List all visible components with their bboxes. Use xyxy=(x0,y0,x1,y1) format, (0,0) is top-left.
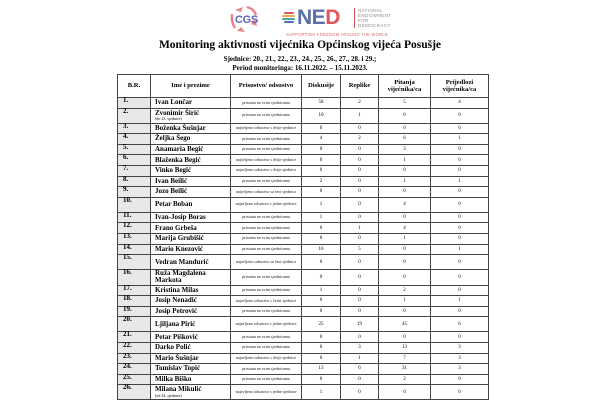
diskusije-cell: 16 xyxy=(302,244,341,255)
replike-cell: 2 xyxy=(341,134,379,145)
diskusije-cell: 4 xyxy=(302,134,341,145)
prijedlozi-cell: 0 xyxy=(431,165,489,176)
attendance-cell: prisutna na svim sjednicama xyxy=(231,270,302,285)
cgs-logo-text: CGS xyxy=(235,14,258,26)
member-name-cell xyxy=(151,223,231,234)
diskusije-cell: 0 xyxy=(302,255,341,270)
ned-letter-d: D xyxy=(325,6,340,29)
page-title: Monitoring aktivnosti vijećnika Općinskog vijeća Posušje xyxy=(158,39,442,51)
member-name: Petar Pišković xyxy=(155,332,198,341)
replike-cell: 0 xyxy=(341,296,379,307)
member-name-cell xyxy=(151,342,231,353)
prijedlozi-cell: 6 xyxy=(431,317,489,332)
table-row xyxy=(118,364,489,375)
ned-logo xyxy=(280,6,420,40)
prijedlozi-cell: 0 xyxy=(431,374,489,385)
ned-wordmark xyxy=(297,7,340,29)
member-name-cell xyxy=(151,296,231,307)
pitanja-cell: 3 xyxy=(379,144,431,155)
pitanja-cell: 31 xyxy=(379,364,431,375)
table-header-row xyxy=(118,75,489,98)
diskusije-cell: 0 xyxy=(302,374,341,385)
member-name-cell xyxy=(151,374,231,385)
prijedlozi-cell: 1 xyxy=(431,244,489,255)
member-name: Ivan Lončar xyxy=(155,98,193,107)
member-name-cell xyxy=(151,123,231,134)
pitanja-cell: 0 xyxy=(379,187,431,198)
diskusije-cell: 1 xyxy=(302,285,341,296)
member-name: Milana Mikulić xyxy=(155,385,202,394)
row-number: 11. xyxy=(118,212,151,223)
prijedlozi-cell: 0 xyxy=(431,144,489,155)
replike-cell: 1 xyxy=(341,223,379,234)
attendance-cell: najavljeno odsustvo s četiri sjednice xyxy=(231,296,302,307)
attendance-cell: prisutan na svim sjednicama xyxy=(231,342,302,353)
table-row xyxy=(118,332,489,343)
table-row xyxy=(118,134,489,145)
table-row xyxy=(118,233,489,244)
row-number: 13. xyxy=(118,233,151,244)
attendance-cell: najavljeno odsustvo s dvije sjednice xyxy=(231,123,302,134)
member-name: Željka Šego xyxy=(155,134,191,143)
row-number: 25. xyxy=(118,374,151,385)
replike-cell: 1 xyxy=(341,108,379,123)
member-note: (od 24. sjednice) xyxy=(155,392,182,398)
replike-cell: 0 xyxy=(341,187,379,198)
member-name-cell xyxy=(151,134,231,145)
member-name: Ivan Beilić xyxy=(155,176,188,185)
attendance-cell: najavljeno odsustvo s jedne sjednice xyxy=(231,197,302,212)
replike-cell: 0 xyxy=(341,155,379,166)
table-row xyxy=(118,296,489,307)
member-name: Petar Boban xyxy=(155,200,193,209)
member-name-cell xyxy=(151,108,231,123)
replike-cell: 0 xyxy=(341,144,379,155)
table-row xyxy=(118,123,489,134)
prijedlozi-cell: 0 xyxy=(431,306,489,317)
attendance-cell: prisutan na svim sjednicama xyxy=(231,212,302,223)
replike-cell: 0 xyxy=(341,176,379,187)
ned-tagline: SUPPORTING FREEDOM AROUND THE WORLD xyxy=(286,32,389,37)
table-body xyxy=(118,98,489,400)
member-name: Mario Šušnjar xyxy=(155,353,199,362)
prijedlozi-cell: 0 xyxy=(431,108,489,123)
replike-cell: 0 xyxy=(341,212,379,223)
prijedlozi-cell: 0 xyxy=(431,187,489,198)
row-number: 23. xyxy=(118,353,151,364)
member-name: Blaženka Begić xyxy=(155,155,201,164)
attendance-cell: najavljeno odsustvo s dvije sjednice xyxy=(231,165,302,176)
table-row xyxy=(118,144,489,155)
member-name: Boženka Šušnjar xyxy=(155,123,206,132)
replike-cell: 3 xyxy=(341,342,379,353)
row-number: 24. xyxy=(118,364,151,375)
replike-cell: 0 xyxy=(341,332,379,343)
row-number: 4. xyxy=(118,134,151,145)
prijedlozi-cell: 0 xyxy=(431,212,489,223)
table-row xyxy=(118,306,489,317)
member-name-cell xyxy=(151,285,231,296)
prijedlozi-cell: 3 xyxy=(431,364,489,375)
diskusije-cell: 0 xyxy=(302,165,341,176)
member-name: Kristina Milas xyxy=(155,285,199,294)
member-name-cell xyxy=(151,212,231,223)
pitanja-cell: 2 xyxy=(379,285,431,296)
column-header-name: Ime i prezime xyxy=(151,75,231,98)
table-row xyxy=(118,285,489,296)
pitanja-cell: 1 xyxy=(379,296,431,307)
prijedlozi-cell: 1 xyxy=(431,296,489,307)
attendance-cell: prisutan na svim sjednicama xyxy=(231,223,302,234)
row-number: 16. xyxy=(118,270,151,285)
member-name: Ruža Magdalena Markota xyxy=(155,269,206,285)
pitanja-cell: 45 xyxy=(379,317,431,332)
row-number: 17. xyxy=(118,285,151,296)
replike-cell: 1 xyxy=(341,353,379,364)
member-name-cell xyxy=(151,317,231,332)
member-name: Ljiljana Pirić xyxy=(155,319,196,328)
member-name: Vinko Begić xyxy=(155,166,192,175)
table-row xyxy=(118,353,489,364)
member-name-cell xyxy=(151,364,231,375)
diskusije-cell: 0 xyxy=(302,332,341,343)
replike-cell: 0 xyxy=(341,123,379,134)
member-name-cell xyxy=(151,270,231,285)
row-number: 1. xyxy=(118,98,151,109)
table-row xyxy=(118,108,489,123)
table-row xyxy=(118,98,489,109)
attendance-cell: prisutan na svim sjednicama xyxy=(231,332,302,343)
pitanja-cell: 0 xyxy=(379,255,431,270)
table-row xyxy=(118,223,489,234)
member-name: Jozo Beilić xyxy=(155,187,188,196)
logo-bar xyxy=(0,2,600,40)
table-row xyxy=(118,212,489,223)
table-row xyxy=(118,374,489,385)
attendance-cell: prisutan na svim sjednicama xyxy=(231,244,302,255)
row-number: 12. xyxy=(118,223,151,234)
member-name-cell xyxy=(151,306,231,317)
diskusije-cell: 58 xyxy=(302,98,341,109)
member-name: Darko Polić xyxy=(155,343,191,352)
pitanja-cell: 0 xyxy=(379,385,431,400)
member-name-cell xyxy=(151,176,231,187)
diskusije-cell: 13 xyxy=(302,364,341,375)
member-name: Josip Nenadić xyxy=(155,296,197,305)
member-name: Marija Grubišić xyxy=(155,234,204,243)
table-row xyxy=(118,317,489,332)
row-number: 9. xyxy=(118,187,151,198)
row-number: 7. xyxy=(118,165,151,176)
prijedlozi-cell: 0 xyxy=(431,223,489,234)
ned-name-line: NATIONAL xyxy=(358,8,384,13)
monitoring-table xyxy=(117,74,489,400)
attendance-cell: prisutan na svim sjednicama xyxy=(231,176,302,187)
table-row xyxy=(118,187,489,198)
pitanja-cell: 0 xyxy=(379,306,431,317)
member-name: Anamaria Begić xyxy=(155,144,204,153)
period-line: Period monitoringa: 16.11.2022. – 15.11.2023. xyxy=(232,64,368,72)
member-name-cell xyxy=(151,332,231,343)
prijedlozi-cell: 0 xyxy=(431,197,489,212)
prijedlozi-cell: 4 xyxy=(431,98,489,109)
diskusije-cell: 25 xyxy=(302,317,341,332)
replike-cell: 0 xyxy=(341,233,379,244)
pitanja-cell: 0 xyxy=(379,123,431,134)
prijedlozi-cell: 3 xyxy=(431,353,489,364)
cgs-logo xyxy=(229,4,271,36)
diskusije-cell: 10 xyxy=(302,108,341,123)
row-number: 22. xyxy=(118,342,151,353)
member-name: Frano Grbeša xyxy=(155,223,197,232)
member-name: Zvonimir Širić xyxy=(155,108,200,117)
diskusije-cell: 6 xyxy=(302,342,341,353)
diskusije-cell: 0 xyxy=(302,144,341,155)
prijedlozi-cell: 1 xyxy=(431,134,489,145)
diskusije-cell: 6 xyxy=(302,353,341,364)
attendance-cell: prisutna na svim sjednicama xyxy=(231,134,302,145)
pitanja-cell: 1 xyxy=(379,176,431,187)
row-number: 20. xyxy=(118,317,151,332)
pitanja-cell: 2 xyxy=(379,374,431,385)
replike-cell: 19 xyxy=(341,317,379,332)
member-name-cell xyxy=(151,187,231,198)
row-number: 15. xyxy=(118,255,151,270)
pitanja-cell: 5 xyxy=(379,98,431,109)
member-name-cell xyxy=(151,98,231,109)
member-name-cell xyxy=(151,255,231,270)
diskusije-cell: 0 xyxy=(302,296,341,307)
column-header-diskusije: Diskusije xyxy=(302,75,341,98)
member-name-cell xyxy=(151,353,231,364)
pitanja-cell: 0 xyxy=(379,212,431,223)
prijedlozi-cell: 0 xyxy=(431,255,489,270)
pitanja-cell: 1 xyxy=(379,233,431,244)
attendance-cell: najavljeno odsustvo sa šest sjednica xyxy=(231,187,302,198)
replike-cell: 0 xyxy=(341,270,379,285)
pitanja-cell: 0 xyxy=(379,270,431,285)
attendance-cell: prisutna na svim sjednicama xyxy=(231,285,302,296)
attendance-cell: prisutna na svim sjednicama xyxy=(231,144,302,155)
diskusije-cell: 0 xyxy=(302,233,341,244)
pitanja-cell: 6 xyxy=(379,134,431,145)
row-number: 6. xyxy=(118,155,151,166)
ned-name-line: DEMOCRACY xyxy=(358,23,391,28)
member-name-cell xyxy=(151,144,231,155)
attendance-cell: prisutan na svim sjednicama xyxy=(231,364,302,375)
diskusije-cell: 0 xyxy=(302,155,341,166)
sessions-line: Sjednice: 20., 21., 22., 23., 24., 25., 26., 27., 28. i 29.; xyxy=(223,55,377,63)
attendance-cell: najavljeno odsustvo s dvije sjednice xyxy=(231,155,302,166)
prijedlozi-cell: 0 xyxy=(431,270,489,285)
row-number: 14. xyxy=(118,244,151,255)
column-header-replike: Replike xyxy=(341,75,379,98)
member-name-cell xyxy=(151,233,231,244)
column-header-attendance: Prisustvo/ odsustvo xyxy=(231,75,302,98)
replike-cell: 0 xyxy=(341,385,379,400)
replike-cell: 2 xyxy=(341,98,379,109)
member-name: Tomislav Topić xyxy=(155,364,201,373)
column-header-pitanja: Pitanja vijećnika/ca xyxy=(379,75,431,98)
diskusije-cell: 0 xyxy=(302,306,341,317)
attendance-cell: najavljeno odsustvo s jedne sjednice xyxy=(231,385,302,400)
row-number: 5. xyxy=(118,144,151,155)
pitanja-cell: 0 xyxy=(379,332,431,343)
attendance-cell: najavljeno odsustvo s jedne sjednice xyxy=(231,317,302,332)
attendance-cell: prisutna na svim sjednicama xyxy=(231,374,302,385)
table-row xyxy=(118,255,489,270)
member-name-cell xyxy=(151,385,231,400)
attendance-cell: najavljeno odsustvo sa šest sjednica xyxy=(231,255,302,270)
pitanja-cell: 0 xyxy=(379,108,431,123)
column-header-prijedlozi: Prijedlozi vijećnika/ca xyxy=(431,75,489,98)
table-row xyxy=(118,385,489,400)
prijedlozi-cell: 1 xyxy=(431,176,489,187)
member-name-cell xyxy=(151,155,231,166)
table-row xyxy=(118,176,489,187)
prijedlozi-cell: 0 xyxy=(431,233,489,244)
row-number: 21. xyxy=(118,332,151,343)
row-number: 18. xyxy=(118,296,151,307)
table-row xyxy=(118,165,489,176)
member-name: Ivan-Josip Boras xyxy=(155,212,206,221)
prijedlozi-cell: 0 xyxy=(431,285,489,296)
column-header-br: B.R. xyxy=(118,75,151,98)
prijedlozi-cell: 0 xyxy=(431,155,489,166)
attendance-cell: prisutan na svim sjednicama xyxy=(231,98,302,109)
diskusije-cell: 0 xyxy=(302,270,341,285)
diskusije-cell: 1 xyxy=(302,385,341,400)
member-name: Vedran Mandurić xyxy=(155,257,209,266)
diskusije-cell: 1 xyxy=(302,197,341,212)
diskusije-cell: 0 xyxy=(302,187,341,198)
diskusije-cell: 2 xyxy=(302,176,341,187)
table-row xyxy=(118,270,489,285)
prijedlozi-cell: 0 xyxy=(431,123,489,134)
replike-cell: 0 xyxy=(341,165,379,176)
member-note: (do 23. sjednice) xyxy=(155,115,182,121)
pitanja-cell: 4 xyxy=(379,197,431,212)
row-number: 26. xyxy=(118,385,151,400)
member-name-cell xyxy=(151,244,231,255)
replike-cell: 5 xyxy=(341,244,379,255)
globe-icon xyxy=(282,11,296,25)
ned-name-line: FOR xyxy=(358,18,369,23)
row-number: 8. xyxy=(118,176,151,187)
attendance-cell: najavljeno odsustvo s dvije sjednice xyxy=(231,353,302,364)
attendance-cell: prisutan na svim sjednicama xyxy=(231,108,302,123)
pitanja-cell: 4 xyxy=(379,223,431,234)
member-name: Mario Knezović xyxy=(155,244,204,253)
row-number: 2. xyxy=(118,108,151,123)
prijedlozi-cell: 0 xyxy=(431,332,489,343)
diskusije-cell: 1 xyxy=(302,212,341,223)
row-number: 10. xyxy=(118,197,151,212)
member-name: Josip Petrović xyxy=(155,306,198,315)
pitanja-cell: 7 xyxy=(379,353,431,364)
member-name-cell xyxy=(151,197,231,212)
row-number: 3. xyxy=(118,123,151,134)
replike-cell: 0 xyxy=(341,306,379,317)
member-name: Milka Biško xyxy=(155,374,192,383)
attendance-cell: prisutan na svim sjednicama xyxy=(231,306,302,317)
ned-logo-text xyxy=(297,6,340,29)
pitanja-cell: 0 xyxy=(379,244,431,255)
member-name-cell xyxy=(151,165,231,176)
replike-cell: 6 xyxy=(341,364,379,375)
prijedlozi-cell: 3 xyxy=(431,342,489,353)
diskusije-cell: 0 xyxy=(302,223,341,234)
prijedlozi-cell: 0 xyxy=(431,385,489,400)
table-row xyxy=(118,197,489,212)
ned-divider xyxy=(354,8,355,28)
pitanja-cell: 0 xyxy=(379,165,431,176)
pitanja-cell: 1 xyxy=(379,155,431,166)
ned-full-name xyxy=(358,8,391,28)
table-row xyxy=(118,244,489,255)
ned-name-line: ENDOWMENT xyxy=(358,13,392,18)
replike-cell: 0 xyxy=(341,255,379,270)
table-row xyxy=(118,155,489,166)
replike-cell: 0 xyxy=(341,197,379,212)
ned-letters: NE xyxy=(297,6,326,29)
row-number: 19. xyxy=(118,306,151,317)
attendance-cell: prisutna na svim sjednicama xyxy=(231,233,302,244)
replike-cell: 0 xyxy=(341,285,379,296)
pitanja-cell: 13 xyxy=(379,342,431,353)
table-row xyxy=(118,342,489,353)
replike-cell: 0 xyxy=(341,374,379,385)
diskusije-cell: 0 xyxy=(302,123,341,134)
